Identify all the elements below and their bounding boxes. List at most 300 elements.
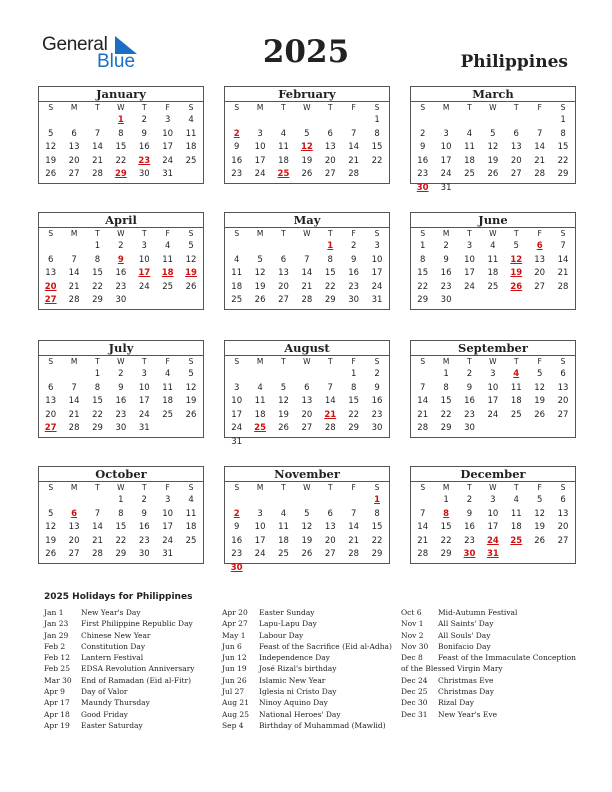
holiday-item (222, 697, 392, 708)
day-cell: 5 (304, 128, 310, 139)
empty-day-cell (39, 368, 62, 382)
day-cell: 20 (324, 155, 336, 166)
week-row (39, 294, 203, 308)
day-cell: 28 (417, 549, 429, 559)
day-cell: 10 (138, 254, 150, 265)
day-cell: 5 (490, 128, 496, 139)
day-cell: 15 (115, 522, 127, 532)
day-cell: 27 (557, 535, 569, 546)
holiday-item (222, 686, 392, 697)
day-cell: 23 (348, 281, 360, 292)
day-of-week-label: S (560, 357, 566, 366)
day-cell: 13 (301, 396, 313, 406)
day-cell: 2 (419, 128, 426, 139)
empty-day-cell (528, 422, 551, 436)
day-cell: 17 (371, 268, 383, 278)
day-cell: 13 (557, 382, 569, 393)
holiday-day-cell: 19 (185, 268, 197, 278)
holiday-name: Lantern Festival (81, 653, 144, 663)
day-cell: 4 (466, 128, 473, 139)
day-cell: 11 (254, 396, 266, 406)
day-cell: 28 (92, 549, 103, 559)
holiday-item (401, 697, 576, 708)
day-cell: 15 (557, 142, 569, 152)
day-cell: 30 (115, 423, 127, 433)
day-cell: 1 (350, 369, 357, 379)
day-cell: 13 (45, 396, 57, 406)
day-cell: 7 (71, 254, 77, 265)
day-cell: 25 (231, 295, 243, 305)
holiday-name: Independence Day (259, 653, 330, 663)
week-row (411, 254, 575, 268)
week-row (225, 521, 389, 535)
day-cell: 13 (278, 268, 289, 278)
day-cell: 29 (371, 549, 383, 559)
empty-day-cell (342, 494, 365, 508)
day-cell: 24 (138, 409, 150, 420)
day-cell: 11 (231, 268, 243, 278)
day-cell: 15 (417, 268, 429, 278)
day-cell: 9 (141, 128, 147, 139)
day-cell: 20 (68, 155, 80, 166)
day-cell: 9 (118, 382, 124, 393)
day-of-week-label: F (351, 103, 356, 112)
day-cell: 23 (417, 169, 429, 179)
empty-day-cell (62, 114, 85, 128)
day-cell: 6 (280, 254, 287, 265)
week-row (411, 508, 575, 522)
empty-day-cell (86, 114, 109, 128)
holiday-name: Lapu-Lapu Day (259, 619, 317, 629)
day-cell: 19 (534, 396, 546, 406)
holiday-day-cell: 30 (463, 549, 476, 559)
week-row (225, 294, 389, 308)
day-of-week-label: T (467, 357, 472, 366)
week-row (411, 548, 575, 562)
day-of-week-label: W (117, 483, 125, 492)
holiday-item (401, 641, 576, 652)
holiday-date: May 1 (222, 630, 246, 640)
week-row (39, 254, 203, 268)
day-cell: 20 (510, 155, 522, 166)
day-cell: 12 (301, 522, 313, 532)
day-cell: 22 (92, 281, 103, 292)
empty-day-cell (342, 114, 365, 128)
empty-day-cell (365, 562, 388, 576)
holiday-column (44, 607, 195, 731)
day-cell: 27 (324, 549, 336, 559)
day-cell: 12 (185, 382, 197, 393)
holiday-date: Apr 9 (44, 687, 65, 697)
day-of-week-label: S (560, 103, 566, 112)
day-cell: 21 (417, 409, 429, 420)
holiday-item (222, 675, 392, 686)
day-cell: 6 (71, 128, 77, 139)
day-cell: 23 (138, 535, 150, 546)
day-cell: 10 (254, 142, 266, 152)
holiday-date: Aug 25 (222, 709, 249, 719)
day-cell: 11 (185, 128, 197, 139)
day-of-week-header (225, 356, 389, 368)
day-of-week-label: T (95, 483, 100, 492)
holiday-name: First Philippine Republic Day (81, 619, 193, 629)
day-cell: 26 (301, 549, 313, 559)
holiday-name: Easter Saturday (81, 720, 143, 730)
holiday-day-cell: 29 (114, 169, 127, 179)
day-cell: 20 (278, 281, 289, 292)
day-cell: 29 (324, 295, 336, 305)
empty-day-cell (62, 368, 85, 382)
day-of-week-label: M (70, 229, 78, 238)
week-row (225, 548, 389, 562)
day-cell: 7 (327, 382, 333, 393)
day-cell: 17 (487, 522, 499, 532)
week-row (411, 368, 575, 382)
day-cell: 10 (254, 522, 266, 532)
week-row (225, 368, 389, 382)
day-cell: 27 (68, 169, 80, 179)
month-july (38, 340, 204, 438)
day-cell: 14 (417, 522, 429, 532)
day-cell: 1 (419, 241, 426, 251)
day-cell: 21 (348, 155, 360, 166)
day-of-week-label: F (165, 483, 170, 492)
day-cell: 3 (490, 369, 496, 379)
holiday-day-cell: 17 (138, 268, 151, 278)
day-cell: 12 (45, 142, 57, 152)
day-cell: 15 (92, 396, 103, 406)
holiday-name: Constitution Day (81, 641, 146, 651)
day-cell: 30 (115, 295, 127, 305)
day-cell: 28 (348, 549, 360, 559)
day-cell: 28 (348, 169, 360, 179)
day-cell: 28 (68, 423, 80, 433)
day-of-week-label: F (537, 483, 542, 492)
day-cell: 16 (417, 155, 429, 166)
day-cell: 20 (301, 409, 313, 420)
day-cell: 6 (560, 495, 566, 505)
day-cell: 17 (464, 268, 475, 278)
holiday-day-cell: 27 (44, 423, 57, 433)
day-cell: 4 (233, 254, 240, 265)
day-cell: 23 (371, 409, 383, 420)
day-of-week-label: T (281, 483, 286, 492)
holiday-name: Easter Sunday (259, 608, 315, 617)
holiday-item (401, 709, 576, 720)
day-cell: 7 (419, 508, 426, 519)
holiday-name: Feast of the Immaculate Conception (438, 653, 576, 663)
day-of-week-header (39, 102, 203, 114)
day-cell: 2 (443, 241, 449, 251)
holiday-date: Dec 25 (401, 687, 428, 697)
day-of-week-label: M (442, 103, 450, 112)
day-cell: 12 (534, 382, 546, 393)
empty-day-cell (39, 114, 62, 128)
day-cell: 19 (185, 396, 197, 406)
holiday-date: Feb 25 (44, 664, 70, 674)
day-cell: 13 (510, 142, 522, 152)
day-of-week-label: S (234, 103, 240, 112)
empty-day-cell (505, 422, 528, 436)
day-cell: 22 (115, 155, 127, 166)
week-row (411, 141, 575, 155)
holiday-item (401, 630, 576, 641)
week-row (411, 182, 575, 196)
day-cell: 25 (464, 169, 475, 179)
day-cell: 21 (557, 268, 569, 278)
day-of-week-label: S (188, 103, 194, 112)
day-cell: 30 (371, 423, 383, 433)
day-cell: 28 (534, 169, 546, 179)
holiday-name: Chinese New Year (81, 630, 151, 640)
holiday-item (401, 663, 576, 674)
day-cell: 3 (164, 115, 171, 125)
day-cell: 14 (324, 396, 336, 406)
day-cell: 7 (94, 128, 101, 139)
empty-day-cell (156, 294, 179, 308)
day-cell: 24 (162, 155, 174, 166)
empty-day-cell (505, 548, 528, 562)
empty-day-cell (481, 182, 504, 196)
day-cell: 31 (231, 436, 243, 447)
day-of-week-label: S (48, 229, 54, 238)
day-cell: 10 (371, 254, 383, 265)
day-cell: 5 (536, 369, 543, 379)
day-cell: 4 (257, 382, 263, 393)
holiday-date: Dec 24 (401, 675, 428, 685)
day-cell: 18 (278, 155, 289, 166)
week-row (39, 128, 203, 142)
day-cell: 29 (92, 423, 103, 433)
day-cell: 6 (47, 382, 54, 393)
day-cell: 14 (68, 396, 80, 406)
day-of-week-label: W (303, 357, 311, 366)
empty-day-cell (248, 114, 271, 128)
holiday-day-cell: 25 (510, 535, 523, 546)
empty-day-cell (295, 562, 318, 576)
holiday-day-cell: 6 (71, 508, 78, 519)
day-cell: 20 (68, 535, 80, 546)
day-cell: 18 (464, 155, 475, 166)
day-cell: 11 (510, 382, 522, 393)
month-june (410, 212, 576, 310)
holiday-day-cell: 1 (374, 495, 380, 505)
holiday-day-cell: 1 (327, 241, 334, 251)
page-title-year: 2025 (262, 34, 350, 70)
day-cell: 25 (487, 281, 499, 292)
holiday-item (44, 641, 195, 652)
holiday-date: Sep 4 (222, 720, 244, 730)
day-cell: 9 (233, 522, 240, 532)
day-cell: 14 (534, 142, 546, 152)
holiday-item (222, 663, 392, 674)
empty-day-cell (365, 436, 388, 450)
day-cell: 5 (188, 369, 194, 379)
empty-day-cell (319, 436, 342, 450)
day-cell: 3 (466, 241, 473, 251)
day-cell: 9 (350, 254, 357, 265)
day-cell: 29 (92, 295, 103, 305)
day-of-week-label: T (467, 103, 472, 112)
empty-day-cell (434, 114, 457, 128)
day-cell: 5 (257, 254, 263, 265)
day-cell: 2 (141, 115, 147, 125)
day-cell: 16 (115, 396, 127, 406)
day-cell: 7 (536, 128, 543, 139)
month-december (410, 466, 576, 564)
empty-day-cell (458, 114, 481, 128)
day-cell: 16 (138, 142, 150, 152)
day-cell: 18 (162, 396, 174, 406)
month-february (224, 86, 390, 184)
month-october (38, 466, 204, 564)
day-cell: 26 (534, 535, 546, 546)
day-cell: 27 (278, 295, 289, 305)
holiday-date: Jun 12 (222, 653, 247, 663)
empty-day-cell (39, 240, 62, 254)
holiday-date: Nov 2 (401, 630, 424, 640)
day-cell: 25 (162, 409, 174, 420)
holiday-item (222, 607, 392, 618)
day-of-week-label: M (256, 357, 264, 366)
day-of-week-label: W (117, 103, 125, 112)
day-cell: 10 (487, 382, 499, 393)
day-cell: 23 (231, 549, 243, 559)
holiday-day-cell: 9 (117, 254, 124, 265)
month-title: July (39, 341, 203, 356)
empty-day-cell (481, 114, 504, 128)
day-cell: 17 (254, 535, 266, 546)
day-cell: 24 (254, 549, 266, 559)
day-of-week-label: F (351, 229, 356, 238)
day-cell: 15 (348, 396, 360, 406)
month-may (224, 212, 390, 310)
day-of-week-label: F (351, 483, 356, 492)
day-cell: 22 (324, 281, 336, 292)
week-row (225, 141, 389, 155)
month-title: September (411, 341, 575, 356)
week-row (39, 382, 203, 396)
day-cell: 2 (118, 369, 124, 379)
empty-day-cell (248, 562, 271, 576)
day-of-week-label: S (188, 357, 194, 366)
day-cell: 6 (47, 254, 54, 265)
day-cell: 29 (417, 295, 429, 305)
empty-day-cell (225, 494, 248, 508)
day-of-week-header (39, 356, 203, 368)
day-of-week-label: T (467, 229, 472, 238)
day-cell: 23 (464, 409, 475, 420)
holiday-item (222, 618, 392, 629)
holiday-day-cell: 23 (138, 155, 151, 166)
day-cell: 1 (560, 115, 566, 125)
day-cell: 30 (138, 549, 150, 559)
day-cell: 21 (68, 281, 80, 292)
day-cell: 10 (162, 128, 174, 139)
empty-day-cell (272, 368, 295, 382)
day-of-week-label: W (303, 229, 311, 238)
day-cell: 5 (304, 508, 310, 519)
holiday-item (401, 652, 576, 663)
day-cell: 3 (233, 382, 240, 393)
holiday-item (44, 663, 195, 674)
empty-day-cell (319, 562, 342, 576)
day-of-week-label: W (489, 483, 497, 492)
day-cell: 4 (280, 128, 287, 139)
day-cell: 18 (278, 535, 289, 546)
day-cell: 21 (92, 535, 103, 546)
holiday-item (44, 675, 195, 686)
month-title: June (411, 213, 575, 228)
day-of-week-label: S (560, 483, 566, 492)
holiday-day-cell: 24 (486, 535, 499, 546)
holiday-name: Labour Day (259, 630, 304, 640)
day-cell: 12 (185, 254, 197, 265)
day-cell: 14 (348, 522, 360, 532)
holiday-day-cell: 6 (536, 241, 543, 251)
day-of-week-label: S (374, 483, 380, 492)
day-cell: 19 (487, 155, 499, 166)
holiday-day-cell: 4 (513, 369, 520, 379)
holiday-date: Dec 8 (401, 653, 423, 663)
day-cell: 2 (350, 241, 357, 251)
day-cell: 14 (417, 396, 429, 406)
holiday-name: Christmas Eve (438, 675, 494, 685)
empty-day-cell (528, 182, 551, 196)
day-cell: 16 (371, 396, 383, 406)
day-cell: 3 (164, 495, 171, 505)
day-of-week-header (411, 228, 575, 240)
week-row (225, 508, 389, 522)
day-cell: 5 (280, 382, 287, 393)
holiday-item (222, 709, 392, 720)
day-of-week-label: F (165, 357, 170, 366)
day-cell: 18 (231, 281, 243, 292)
day-cell: 10 (464, 254, 475, 265)
holiday-day-cell: 1 (117, 115, 124, 125)
day-of-week-label: F (537, 229, 542, 238)
week-row (411, 409, 575, 423)
day-of-week-label: W (303, 483, 311, 492)
empty-day-cell (295, 240, 318, 254)
day-cell: 31 (162, 549, 174, 559)
day-cell: 3 (141, 369, 147, 379)
day-cell: 8 (443, 382, 449, 393)
day-of-week-label: M (442, 229, 450, 238)
day-cell: 19 (278, 409, 289, 420)
day-of-week-label: S (374, 357, 380, 366)
day-of-week-label: M (70, 103, 78, 112)
day-of-week-label: T (95, 103, 100, 112)
day-of-week-label: S (374, 103, 380, 112)
day-cell: 9 (233, 142, 240, 152)
day-of-week-label: W (489, 229, 497, 238)
day-cell: 11 (510, 508, 522, 519)
day-cell: 14 (68, 268, 80, 278)
day-cell: 20 (557, 396, 569, 406)
week-row (39, 535, 203, 549)
day-cell: 2 (118, 241, 124, 251)
empty-day-cell (272, 562, 295, 576)
empty-day-cell (248, 368, 271, 382)
day-cell: 9 (141, 508, 147, 519)
day-of-week-label: M (256, 103, 264, 112)
day-of-week-label: W (489, 357, 497, 366)
day-of-week-label: T (467, 483, 472, 492)
day-cell: 12 (534, 508, 546, 519)
day-of-week-label: M (70, 483, 78, 492)
empty-day-cell (411, 494, 434, 508)
